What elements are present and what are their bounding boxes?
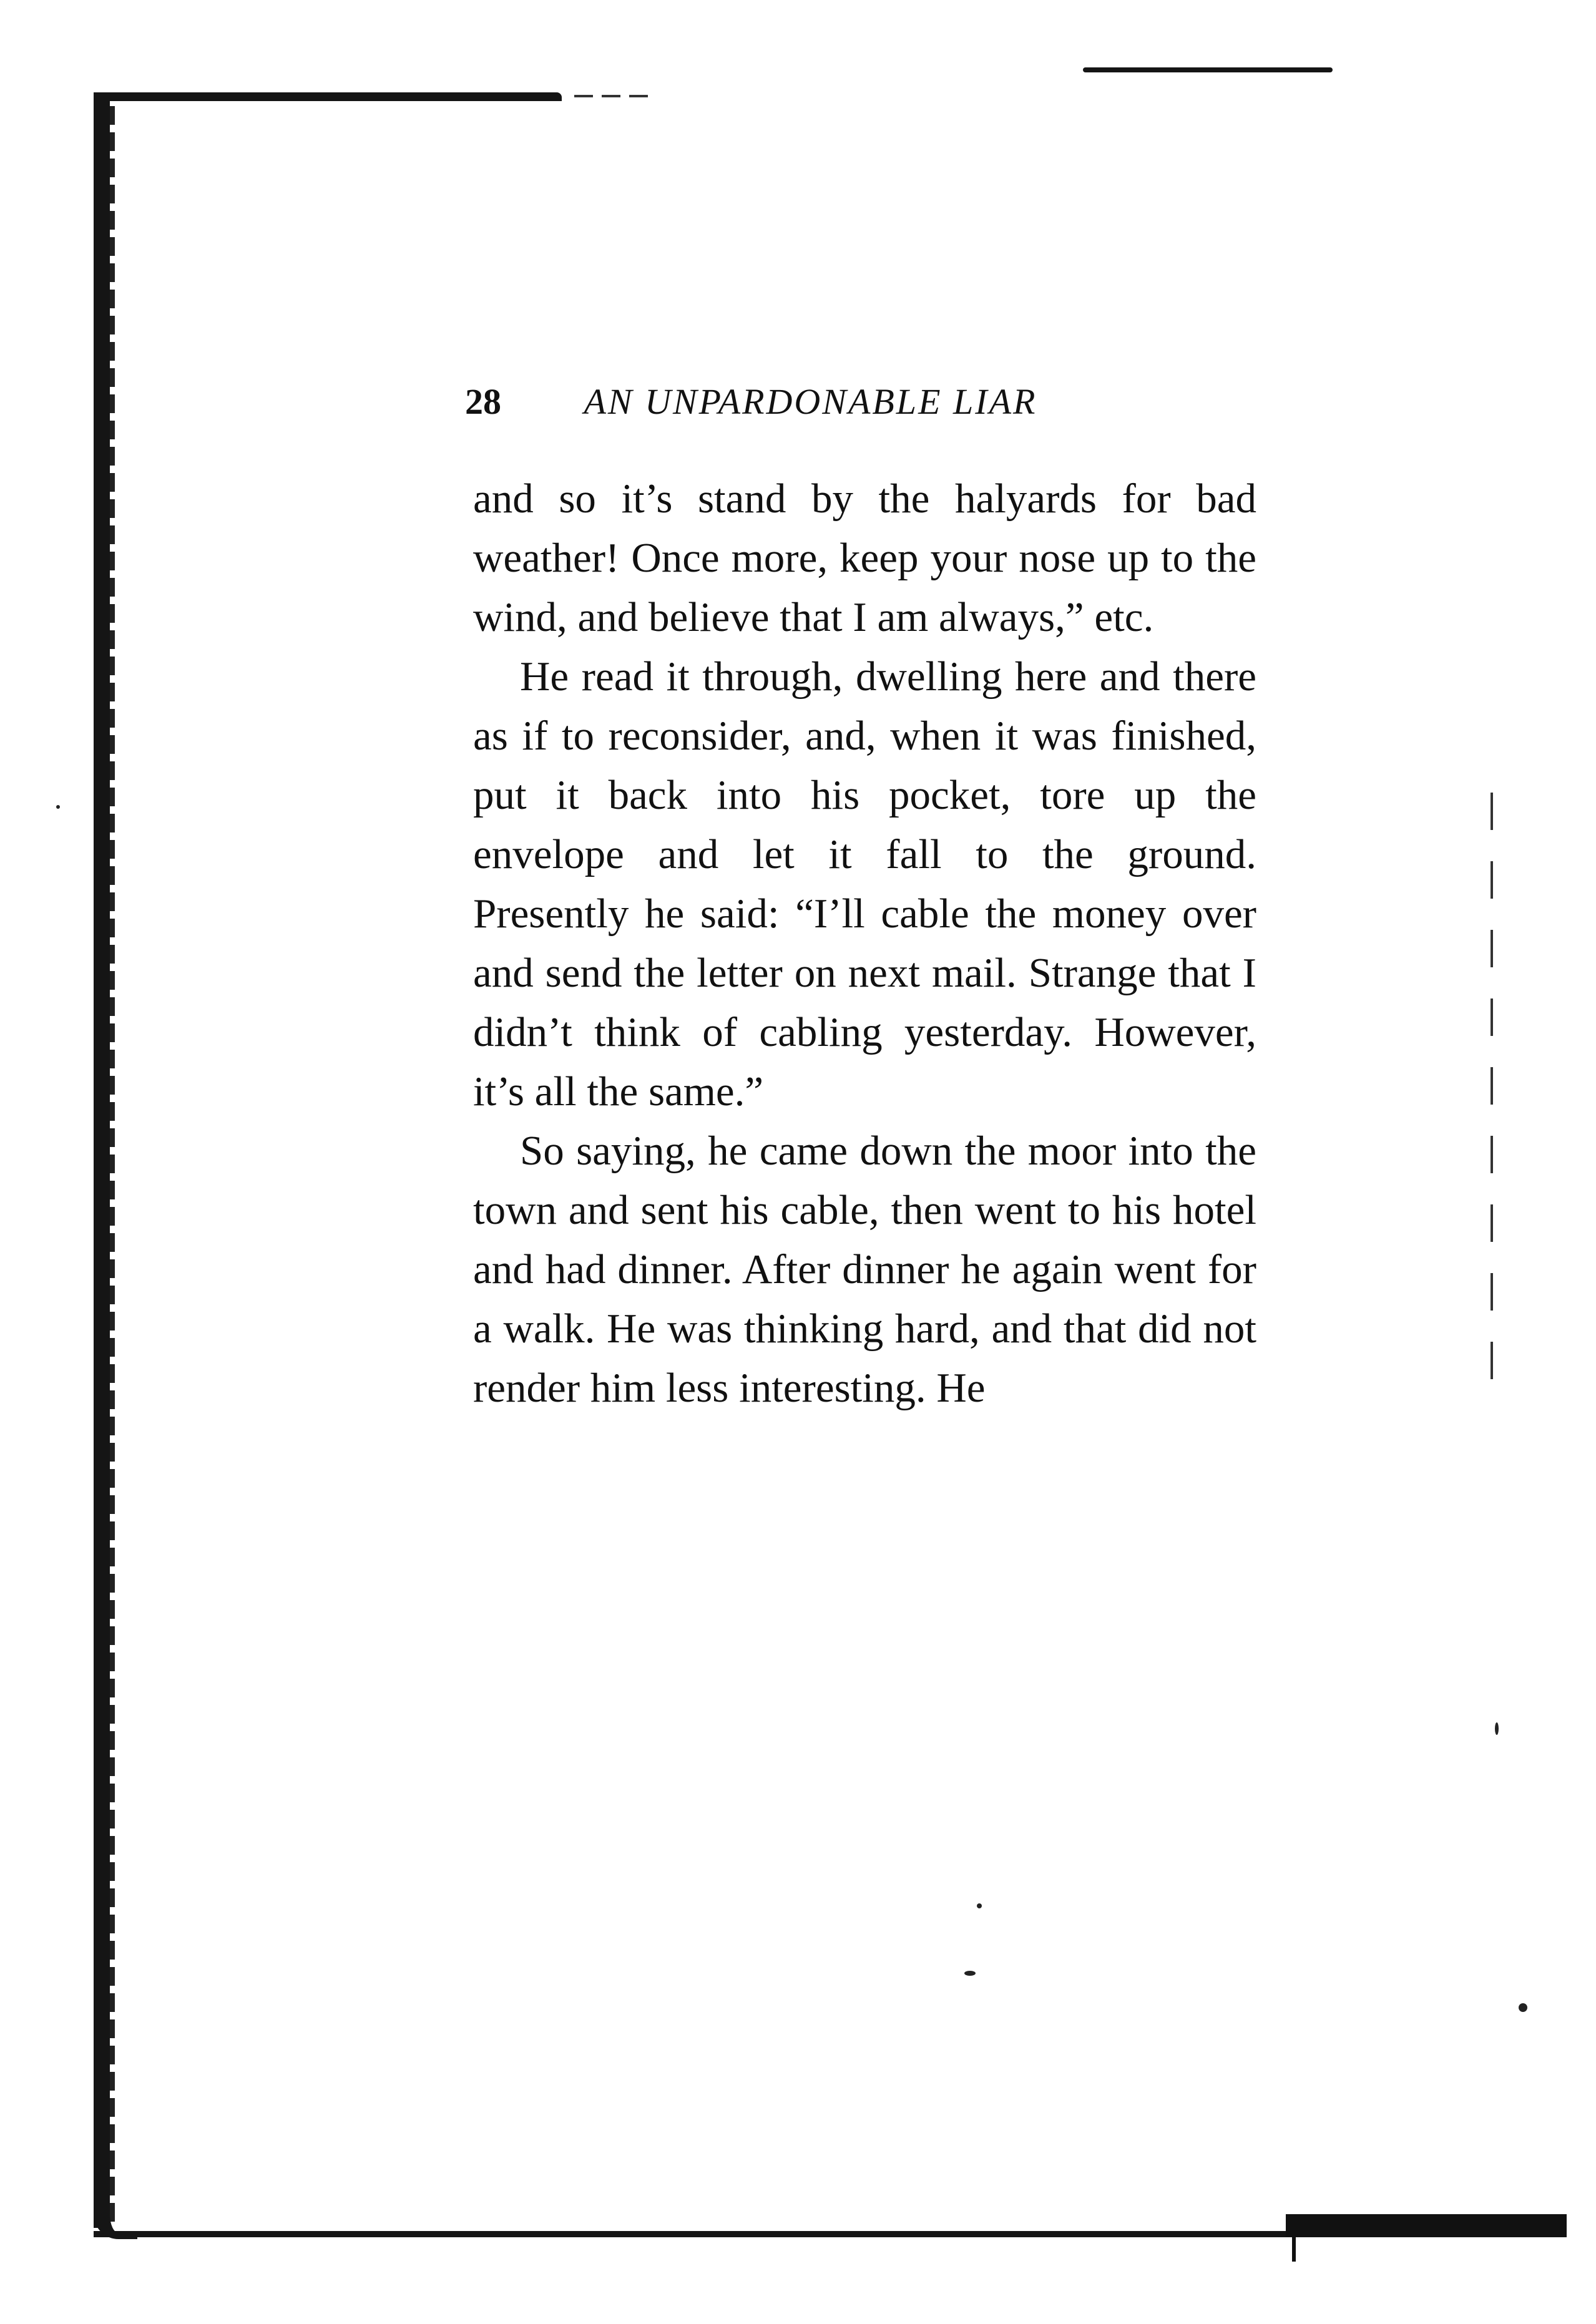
body-text [473, 469, 1256, 1418]
paragraph: and so it’s stand by the halyards for bad weather! Once more, keep your nose up to the wind, and believe that I am always,” etc. [473, 476, 1256, 640]
scan-artifact-top [1083, 67, 1333, 72]
book-title: AN UNPARDONABLE LIAR [584, 381, 1037, 422]
page-frame-top [94, 92, 562, 101]
scan-speck [56, 805, 60, 809]
scan-speck [1519, 2003, 1527, 2012]
page-frame-bottom-heavy [1286, 2214, 1567, 2237]
scan-speck [977, 1903, 982, 1908]
paragraph: He read it through, dwelling here and there as if to reconsider, and, when it was finished, put it back into his pocket, tore up the envelope and let it fall to the ground. Presently he said: “I’ll cable the money over and send the letter on next mail. Strange that I didn’t think of cabling yesterday. However, it’s all the same.” [473, 653, 1256, 1115]
scan-speck [1495, 1722, 1499, 1735]
page-frame-bottom-tick [1292, 2237, 1296, 2262]
running-head [465, 377, 1037, 427]
page-number: 28 [465, 381, 501, 422]
scan-speck [964, 1971, 976, 1976]
paragraph: So saying, he came down the moor into the town and sent his cable, then went to his hotel and had dinner. After dinner he again went for a walk. He was thinking hard, and that did not render him less interesting. He [473, 1128, 1256, 1411]
page-frame-top-dash [574, 95, 649, 97]
page-frame-left [94, 100, 110, 2228]
page-frame-left-edge [110, 106, 115, 2222]
scan-artifact-right [1491, 793, 1493, 1379]
